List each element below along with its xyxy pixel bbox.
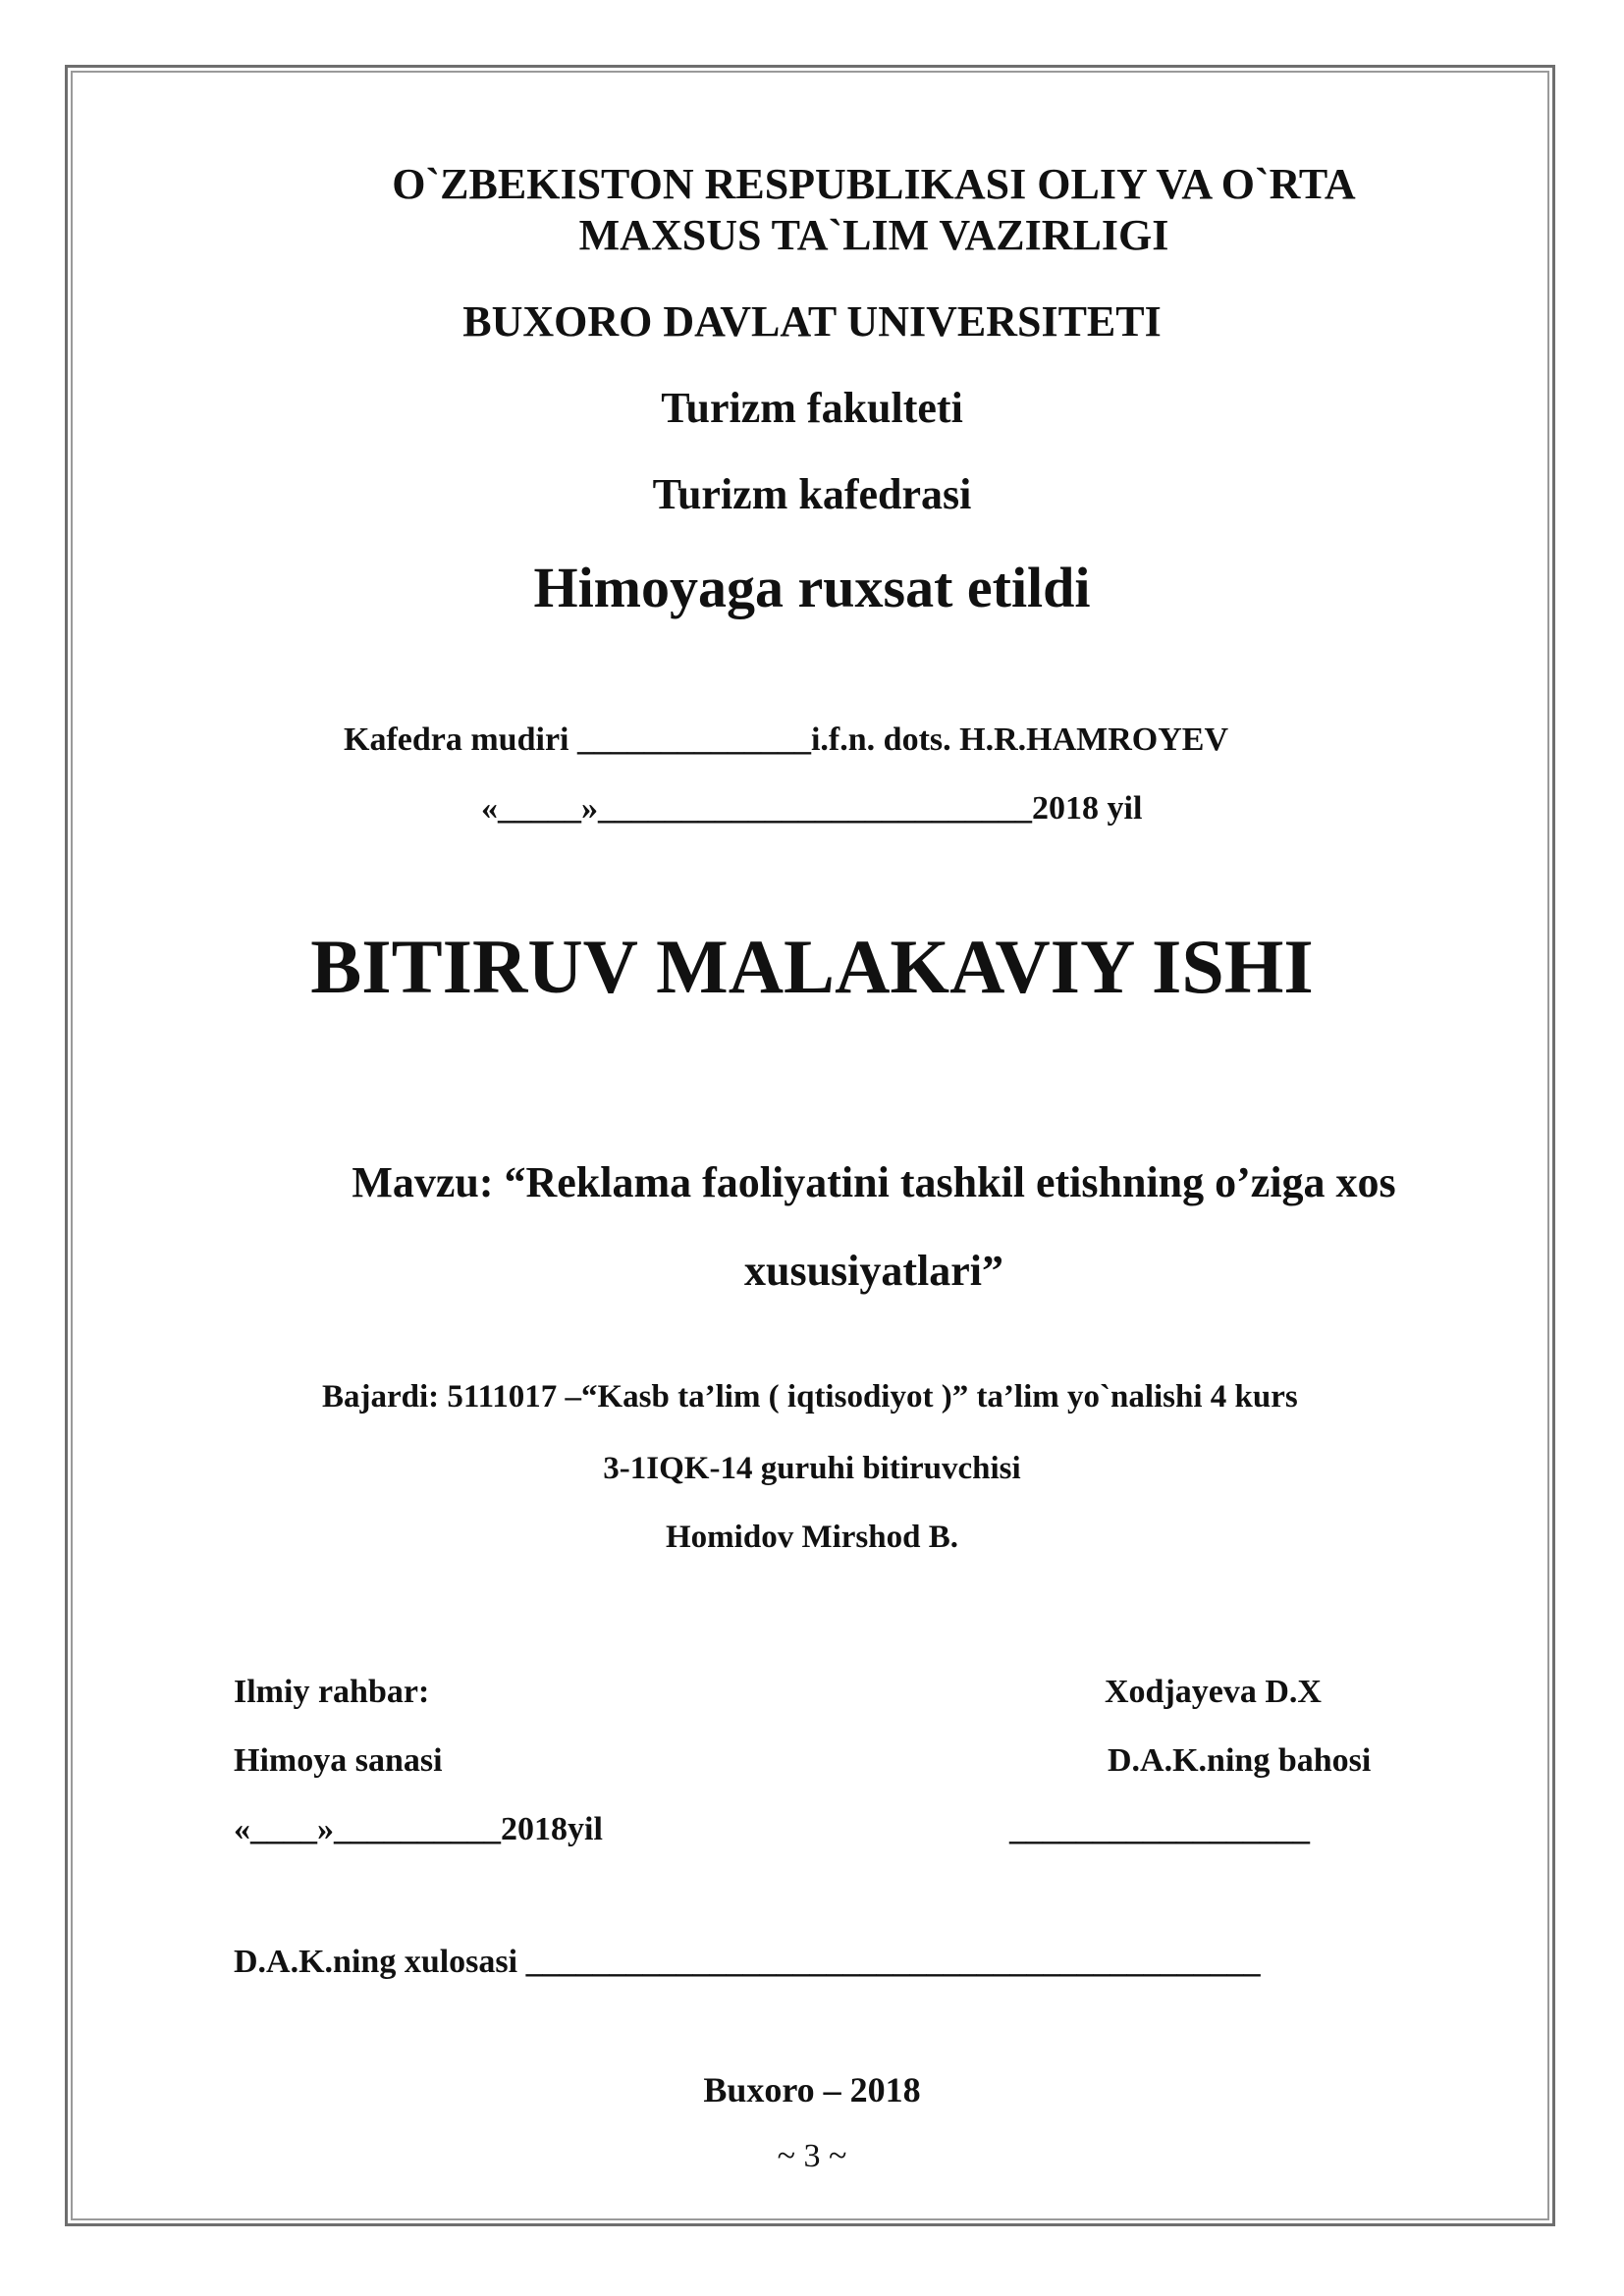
defense-permit-heading: Himoyaga ruxsat etildi — [533, 556, 1091, 619]
university-name: BUXORO DAVLAT UNIVERSITETI — [462, 297, 1162, 346]
commission-grade-blank: __________________ — [1009, 1811, 1310, 1847]
defense-date-label: Himoya sanasi — [234, 1742, 443, 1779]
ministry-line-2: MAXSUS TA`LIM VAZIRLIGI — [578, 211, 1169, 259]
city-year: Buxoro – 2018 — [703, 2070, 921, 2109]
ministry-line-1: O`ZBEKISTON RESPUBLIKASI OLIY VA O`RTA — [392, 160, 1356, 208]
document-title: BITIRUV MALAKAVIY ISHI — [310, 924, 1314, 1009]
executor-group-line: 3-1IQK-14 guruhi bitiruvchisi — [603, 1451, 1021, 1486]
page-number: ~ 3 ~ — [777, 2138, 847, 2174]
commission-conclusion-line: D.A.K.ning xulosasi ____________________________________________ — [234, 1944, 1261, 1980]
executor-name: Homidov Mirshod B. — [666, 1520, 958, 1555]
topic-line-2: xususiyatlari” — [743, 1247, 1004, 1295]
thesis-topic — [147, 1139, 1600, 1315]
faculty-name: Turizm fakulteti — [661, 384, 963, 432]
department-name: Turizm kafedrasi — [652, 470, 972, 518]
department-head-signature-line: Kafedra mudiri ______________i.f.n. dots. H.R.HAMROYEV — [344, 721, 1228, 758]
ministry-heading — [236, 159, 1512, 261]
supervisor-name: Xodjayeva D.X — [1105, 1674, 1322, 1710]
defense-date-blank: «____»__________2018yil — [234, 1811, 603, 1847]
executor-program-line: Bajardi: 5111017 –“Kasb ta’lim ( iqtisodiyot )” ta’lim yo`nalishi 4 kurs — [322, 1379, 1298, 1415]
commission-grade-label: D.A.K.ning bahosi — [1108, 1742, 1372, 1779]
supervisor-label: Ilmiy rahbar: — [234, 1674, 430, 1710]
topic-line-1: Mavzu: “Reklama faoliyatini tashkil etishning o’ziga xos — [352, 1158, 1396, 1206]
approval-date-line: «_____»__________________________2018 yil — [481, 790, 1143, 827]
